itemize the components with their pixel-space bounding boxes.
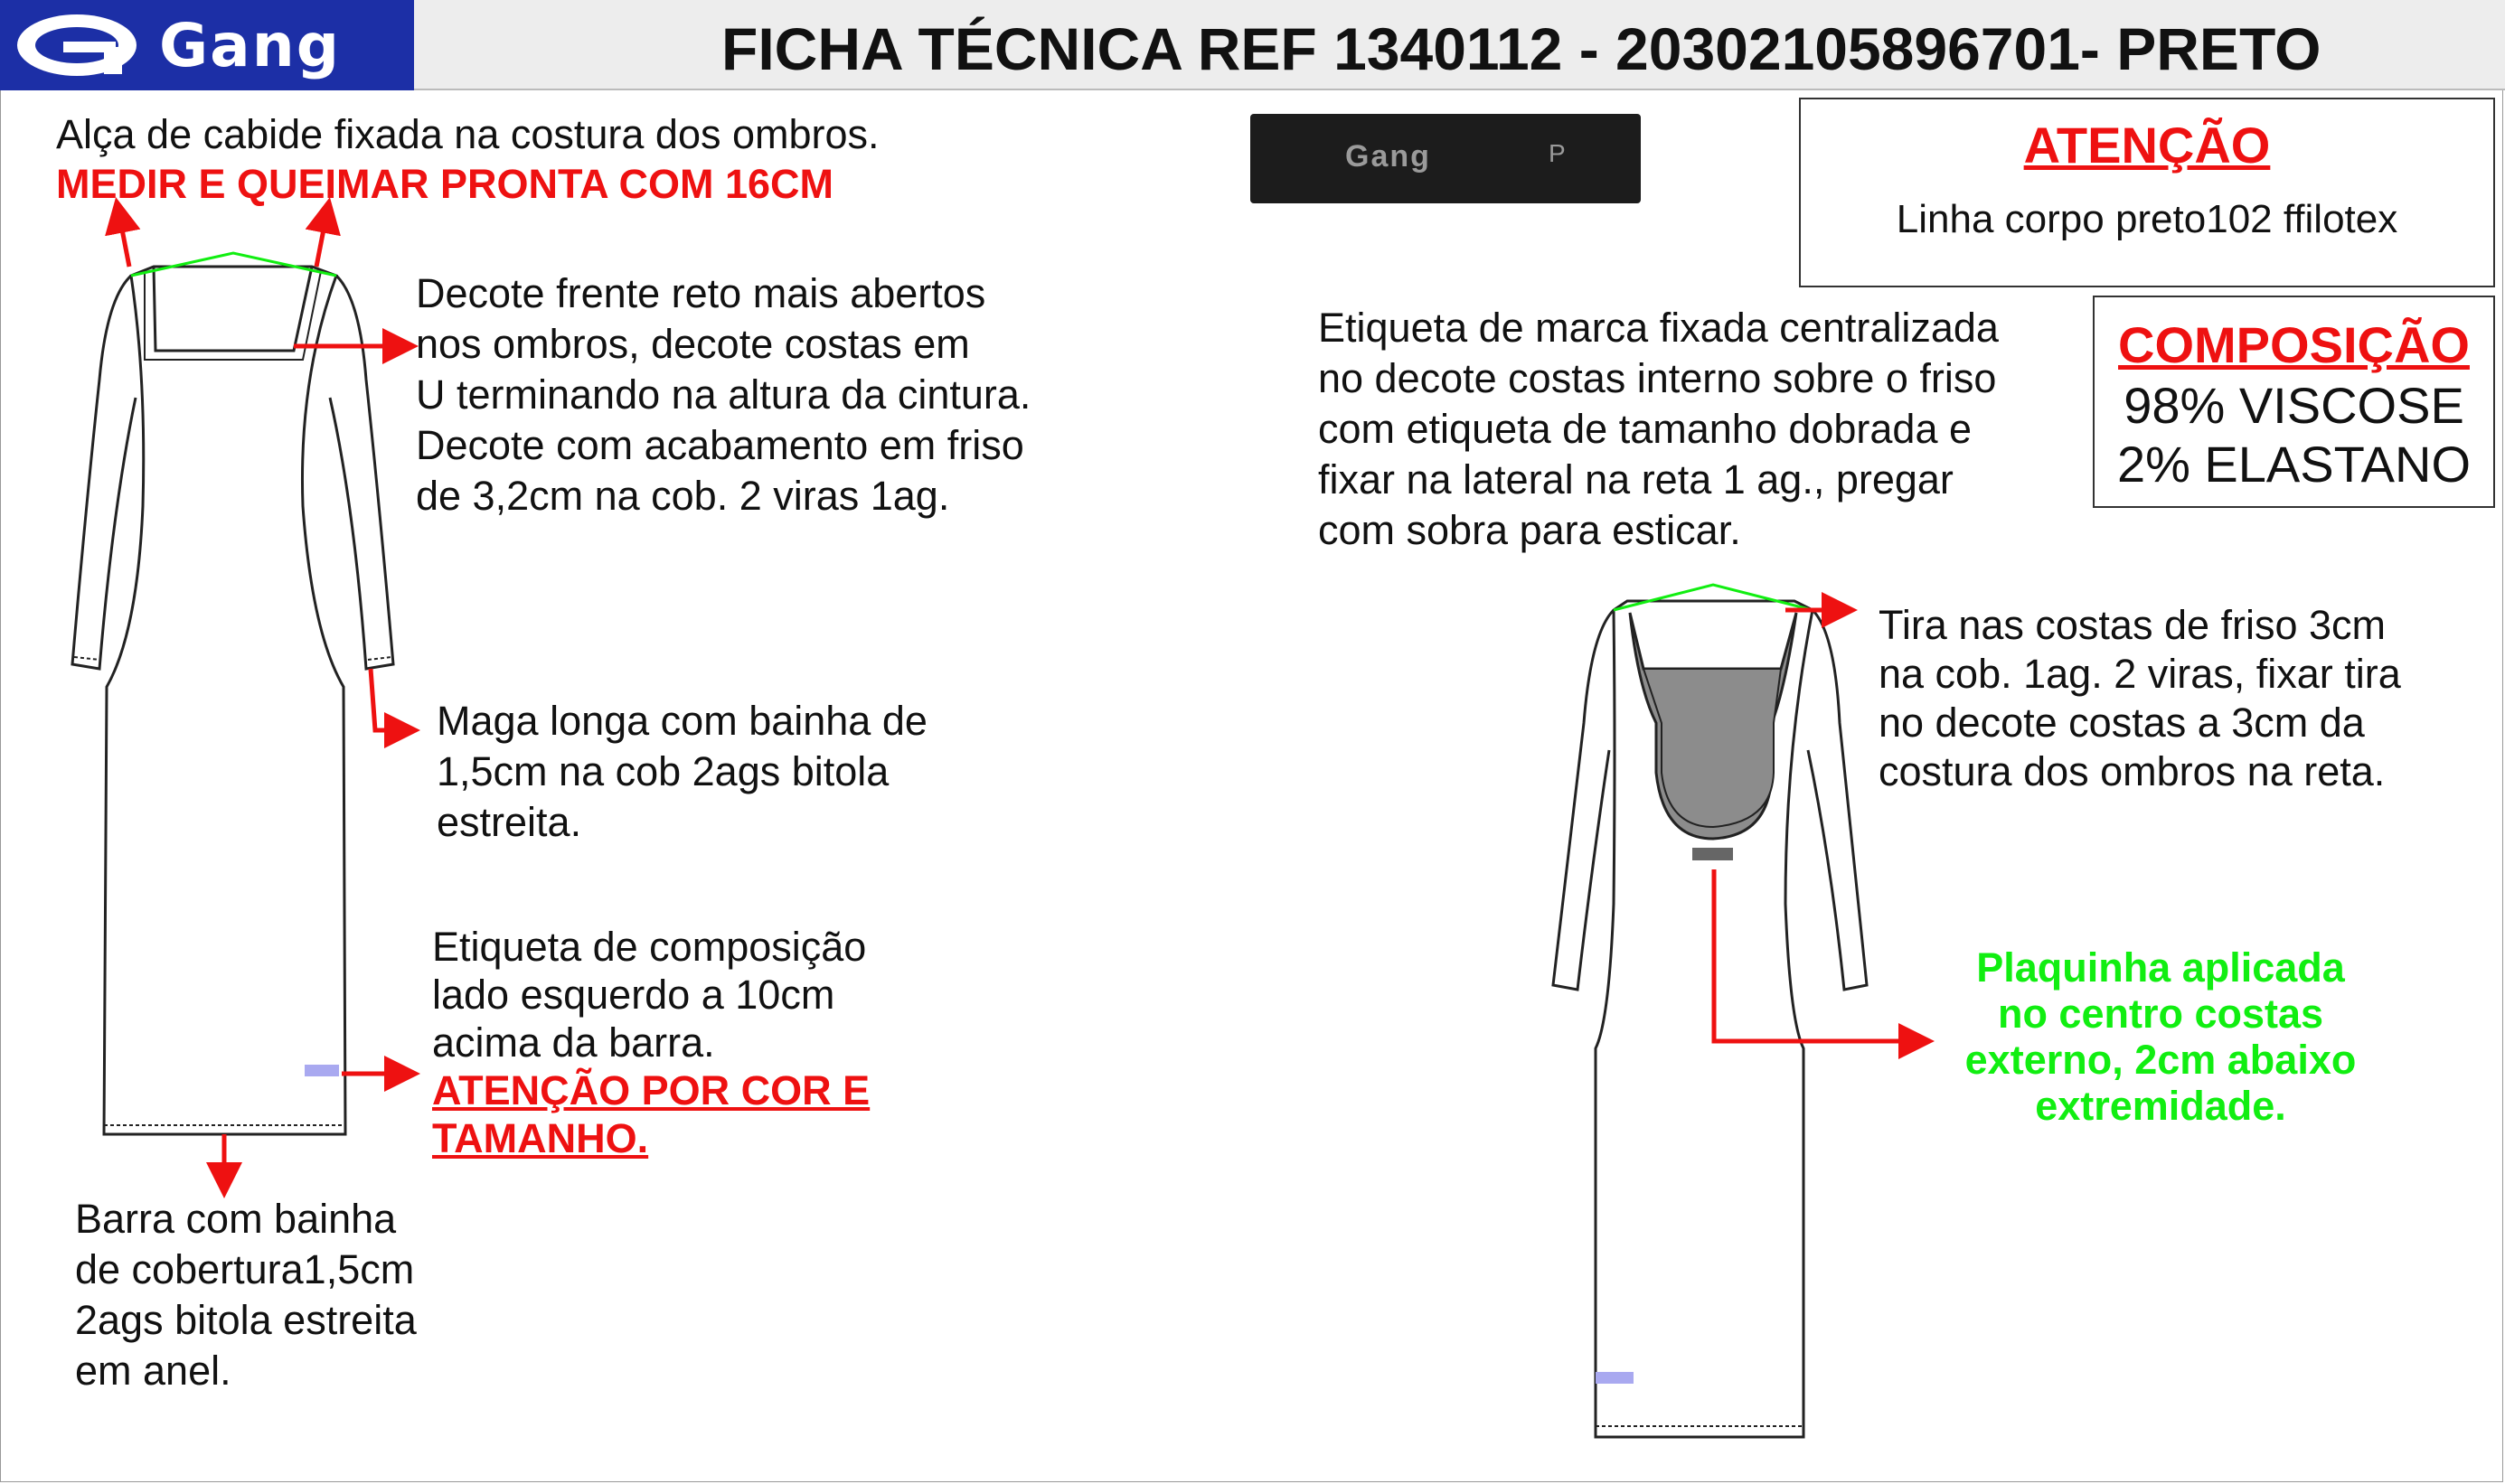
composition-elastano: 2% ELASTANO [2116, 436, 2472, 493]
note-line: nos ombros, decote costas em [416, 321, 970, 367]
note-line: em anel. [75, 1348, 231, 1394]
note-line: Etiqueta de marca fixada centralizada [1318, 305, 1999, 351]
note-line: Decote com acabamento em friso [416, 422, 1024, 468]
attention-title: ATENÇÃO [2023, 117, 2271, 174]
note-line: no decote costas interno sobre o friso [1318, 355, 1997, 401]
brand-name: Gang [159, 11, 341, 80]
note-line: fixar na lateral na reta 1 ag., pregar [1318, 456, 1954, 502]
note-line: 2ags bitola estreita [75, 1297, 417, 1343]
back-hanger-strap [1614, 585, 1813, 610]
label-brand-text: Gang [1345, 139, 1431, 174]
back-left-sleeve [1553, 610, 1614, 990]
note-line: com sobra para esticar. [1318, 507, 1741, 553]
note-line: Barra com bainha [75, 1196, 397, 1242]
front-right-sleeve [330, 276, 393, 669]
front-neckline [154, 267, 312, 351]
note-line: Etiqueta de composição [432, 924, 867, 970]
note-line: Decote frente reto mais abertos [416, 270, 986, 316]
front-dress-sketch [72, 267, 393, 1134]
back-plaque [1692, 848, 1733, 860]
page-title: FICHA TÉCNICA REF 1340112 - 20302105896701- PRETO [721, 15, 2321, 82]
note-line: de 3,2cm na cob. 2 viras 1ag. [416, 473, 950, 519]
hanger-warning: MEDIR E QUEIMAR PRONTA COM 16CM [56, 161, 834, 207]
front-left-sleeve [72, 276, 136, 669]
note-line: Plaquinha aplicada [1976, 944, 2345, 991]
composition-viscose: 98% VISCOSE [2124, 377, 2464, 434]
composition-title: COMPOSIÇÃO [2118, 316, 2470, 373]
comp-warning-line: ATENÇÃO POR COR E [432, 1067, 871, 1113]
note-line: de cobertura1,5cm [75, 1246, 415, 1292]
note-line: no centro costas [1997, 991, 2324, 1037]
hanger-note: Alça de cabide fixada na costura dos ombros. [56, 111, 880, 157]
attention-text: Linha corpo preto102 ffilotex [1896, 197, 2398, 241]
note-line: no decote costas a 3cm da [1879, 700, 2365, 746]
attention-box [1799, 98, 2495, 287]
note-line: estreita. [437, 799, 582, 845]
label-size-text: P [1549, 139, 1566, 167]
note-line: Tira nas costas de friso 3cm [1879, 602, 2387, 648]
front-comp-label [305, 1065, 339, 1076]
note-line: com etiqueta de tamanho dobrada e [1318, 406, 1973, 452]
note-line: lado esquerdo a 10cm [432, 972, 835, 1018]
front-hanger-strap [131, 253, 336, 276]
comp-warning-line: TAMANHO. [432, 1115, 649, 1161]
note-line: U terminando na altura da cintura. [416, 371, 1031, 418]
front-dress-body [104, 267, 345, 1134]
brand-label-photo [1250, 114, 1641, 203]
note-line: extremidade. [2035, 1083, 2286, 1129]
note-line: costura dos ombros na reta. [1879, 748, 2386, 794]
back-right-sleeve [1808, 610, 1867, 990]
note-line: 1,5cm na cob 2ags bitola [437, 748, 890, 794]
note-line: externo, 2cm abaixo [1964, 1037, 2357, 1083]
note-line: acima da barra. [432, 1019, 715, 1066]
note-line: na cob. 1ag. 2 viras, fixar tira [1879, 651, 2401, 697]
back-comp-label [1596, 1372, 1634, 1384]
note-line: Maga longa com bainha de [437, 698, 928, 744]
composition-box [2093, 296, 2495, 508]
